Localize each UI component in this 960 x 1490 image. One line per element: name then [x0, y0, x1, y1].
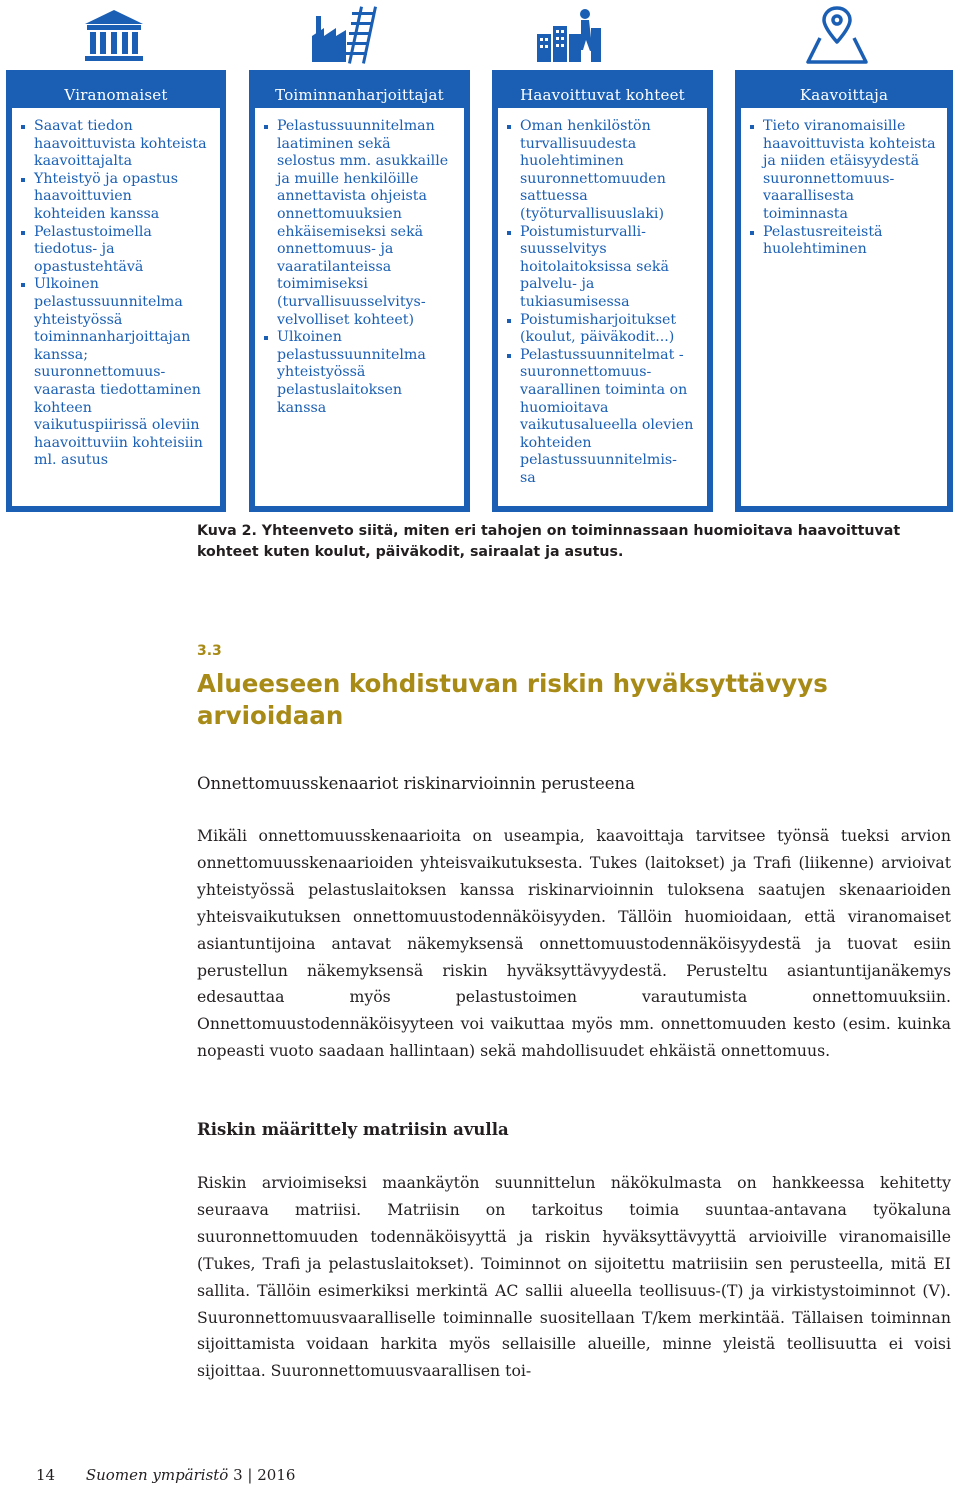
government-building-icon	[79, 4, 149, 68]
list-item: Oman henkilöstön turvallisuudesta huolehtiminen suuronnettomuuden sattuessa (työturvallisuuslaki)	[506, 118, 701, 224]
box-items	[255, 108, 464, 417]
box-title: Toiminnanharjoittajat	[275, 86, 444, 104]
box-items	[741, 108, 947, 259]
page-footer	[36, 1466, 295, 1484]
body-paragraph: Mikäli onnettomuusskenaarioita on useampia, kaavoittaja tarvitsee työnsä tueksi arvion onnettomuusskenaarioiden yhteisvaikutuksesta. Tukes (laitokset) ja Trafi (liikenne) arvioivat yhteistyössä pelastuslaitoksen kanssa riskinarvioinnin tuloksena saatujen skenaarioiden yhteisvaikutuksen onnettomuustodennäköisyyden. Tällöin huomioidaan, että viranomaiset asiantuntijoina antavat näkemyksensä onnettomuustodennäköisyydestä ja tuovat esiin perustellun näkemyksensä riskin hyväksyttävyydestä. Perusteltu asiantuntijanäkemys edesauttaa myös pelastustoimen varautumista onnettomuuksiin. Onnettomuustodennäköisyyteen voi vaikuttaa myös mm. onnettomuuden kesto (esim. kuinka nopeasti vuoto saadaan hallintaan) sekä mahdollisuudet ehkäistä onnettomuus.	[197, 826, 951, 1061]
box-items	[498, 108, 707, 487]
subsection-heading: Riskin määrittely matriisin avulla	[197, 1120, 509, 1139]
box-haavoittuvat-kohteet	[492, 70, 713, 512]
buildings-person-icon	[535, 4, 605, 68]
body-paragraph: Riskin arvioimiseksi maankäytön suunnittelun näkökulmasta on hankkeessa kehitetty seuraava matriisi. Matriisin on tarkoitus toimia suuntaa-antavana työkaluna suuronnettomuuden todennäköisyyttä ja riskin hyväksyttävyyttä arvioiville viranomaisille (Tukes, Trafi ja pelastuslaitokset). Toiminnot on sijoitettu matriisiin sen perusteella, mitä EI sallita. Tällöin esimerkiksi merkintä AC sallii alueella teollisuus-(T) ja virkistystoiminnot (V). Suuronnettomuusvaaralliselle toiminnalle suositellaan T/kem merkintää. Tällaisen toiminnan sijoittamista voidaan harkita myös sellaisille alueille, minne yleistä teollisuutta ei voisi sijoittaa. Suuronnettomuusvaarallisen toi-	[197, 1173, 951, 1381]
section-number: 3.3	[197, 643, 222, 659]
page-number: 14	[36, 1466, 56, 1484]
box-title: Viranomaiset	[64, 86, 168, 104]
box-viranomaiset	[6, 70, 226, 512]
section-title: Alueeseen kohdistuvan riskin hyväksyttävyys arvioidaan	[197, 669, 828, 730]
publication-name: Suomen ympäristö	[85, 1466, 229, 1484]
list-item: Yhteistyö ja opastus haavoittuvien kohteiden kanssa	[20, 171, 214, 224]
publication-issue: 3 | 2016	[233, 1466, 296, 1484]
list-item: Poistumisharjoitukset (koulut, päiväkodit...)	[506, 312, 701, 347]
list-item: Poistumisturvalli- suusselvitys hoitolaitoksissa sekä palvelu- ja tukiasumisessa	[506, 224, 701, 312]
box-toiminnanharjoittajat	[249, 70, 470, 512]
factory-railway-icon	[310, 4, 380, 68]
list-item: Tieto viranomaisille haavoittuvista kohteista ja niiden etäisyydestä suuronnettomuus- vaarallisesta toiminnasta	[749, 118, 941, 224]
list-item: Pelastusreiteistä huolehtiminen	[749, 224, 941, 259]
list-item: Saavat tiedon haavoittuvista kohteista kaavoittajalta	[20, 118, 214, 171]
subsection-heading: Onnettomuusskenaariot riskinarvioinnin perusteena	[197, 774, 636, 793]
list-item: Pelastustoimella tiedotus- ja opastustehtävä	[20, 224, 214, 277]
list-item: Ulkoinen pelastussuunnitelma yhteistyössä pelastuslaitoksen kanssa	[263, 329, 458, 417]
list-item: Pelastussuunnitelmat - suuronnettomuus- vaarallinen toiminta on huomioitava vaikutusalueella olevien kohteiden pelastussuunnitelmis- sa	[506, 347, 701, 488]
map-pin-icon	[802, 4, 872, 68]
summary-diagram	[0, 0, 960, 512]
list-item: Pelastussuunnitelman laatiminen sekä selostus mm. asukkaille ja muille henkilöille annettavista ohjeista onnettomuuksien ehkäisemiseksi sekä onnettomuus- ja vaaratilanteissa toimimiseksi (turvallisuusselvitys- velvolliset kohteet)	[263, 118, 458, 329]
box-kaavoittaja	[735, 70, 953, 512]
box-title: Haavoittuvat kohteet	[520, 86, 685, 104]
box-items	[12, 108, 220, 470]
figure-caption: Kuva 2. Yhteenveto siitä, miten eri tahojen on toiminnassaan huomioitava haavoittuvat kohteet kuten koulut, päiväkodit, sairaalat ja asutus.	[197, 523, 901, 560]
list-item: Ulkoinen pelastussuunnitelma yhteistyössä toiminnanharjoittajan kanssa; suuronnettomuus- vaarasta tiedottaminen kohteen vaikutuspiirissä oleviin haavoittuviin kohteisiin ml. asutus	[20, 276, 214, 470]
box-title: Kaavoittaja	[799, 86, 889, 104]
